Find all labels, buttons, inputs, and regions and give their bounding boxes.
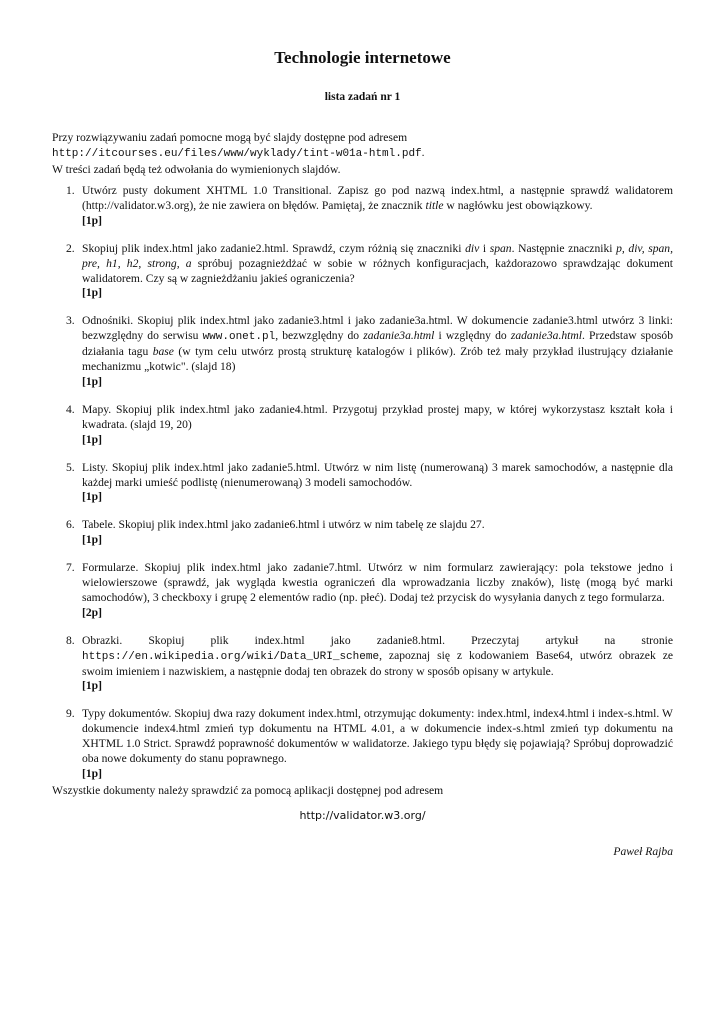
task-points: [1p] [82,533,102,547]
task-text: Listy. Skopiuj plik index.html jako zadanie5.html. Utwórz w nim listę (numerowaną) 3 marek samochodów, a następnie dla każdej marki umieść podlistę (nienumerowaną) 3 modeli samochodów. [82,460,673,489]
wikipedia-url-link[interactable]: https://en.wikipedia.org/wiki/Data_URI_scheme [82,650,380,663]
task-item-3 [52,314,673,390]
task-points: [1p] [82,286,102,300]
task-text: . Następnie znaczniki [511,241,617,255]
validator-link[interactable]: http://validator.w3.org/ [299,809,426,822]
task-text: Skopiuj plik index.html jako zadanie2.html. Sprawdź, czym różnią się znaczniki [82,241,466,255]
task-number: 7. [66,561,75,575]
task-number: 3. [66,314,75,328]
task-number: 2. [66,241,75,255]
task-number: 5. [66,460,75,474]
task-text-italic: p, div, span, pre, h1, h2, strong, a [82,241,673,270]
closing-text: Wszystkie dokumenty należy sprawdzić za pomocą aplikacji dostępnej pod adresem [52,784,444,797]
document-title: Technologie internetowe [274,48,451,67]
task-text: Obrazki. Skopiuj plik index.html jako zadanie8.html. Przeczytaj artykuł na stronie [82,633,673,647]
task-points: [2p] [82,605,102,619]
task-text: (w tym celu utwórz prostą strukturę katalogów i plików). Zrób też mały przykład ilustrujący działanie mechanizmu „kotwic". (slajd 18) [82,345,673,374]
intro-url-suffix: . [421,146,425,159]
task-text-italic: span [489,241,512,255]
task-item-5 [52,461,673,506]
task-points: [1p] [82,490,102,504]
task-item-6 [52,518,673,548]
task-text: i względny do [434,329,511,343]
task-item-9 [52,707,673,782]
task-text: Odnośniki. Skopiuj plik index.html jako zadanie3.html i jako zadanie3a.html. W dokumencie zadanie3.html utwórz 3 linki: bezwzględny do serwisu [82,314,673,343]
intro-paragraph [52,130,673,177]
task-text-italic: zadanie3a.html [363,329,435,343]
task-item-2 [52,242,673,302]
task-number: 1. [66,184,75,197]
intro-url-line [52,145,673,162]
task-text: i [479,241,490,255]
document-subtitle: lista zadań nr 1 [324,91,401,103]
task-text-italic: div [465,241,480,255]
task-text-italic: base [152,345,174,359]
task-item-7 [52,561,673,621]
task-text-mono: www.onet.pl [202,331,276,344]
task-text: Typy dokumentów. Skopiuj dwa razy dokument index.html, otrzymując dokumenty: index.html, index4.html i index-s.html. W dokumencie index4.html zmień typ dokumentu na HTML 4.01, a w dokumencie index-s.html zmień typ dokumentu na XHTML 1.0 Strict. Sprawdź poprawność dokumentów w walidatorze. Jakiego typu błędy się pojawiają? Spróbuj doprowadzić oba nowe dokumenty do stanu poprawnego. [82,707,673,766]
task-text: Formularze. Skopiuj plik index.html jako zadanie7.html. Utwórz w nim formularz zawierający: pola tekstowe jedno i wielowierszowe (sprawdź, jak wygląda kwestia ograniczeń dla wprowadzania liczby znaków), listę (mogą być marki samochodów), 3 checkboxy i grupę 2 elementów radio (np. płeć). Dodaj też przycisk do wysyłania danych z tego formularza. [82,561,673,604]
task-text: spróbuj pozagnieżdżać w sobie w różnych konfiguracjach, każdorazowo sprawdzając dokument walidatorem. Czy są w zagnieżdżaniu jakieś ograniczenia? [82,256,673,285]
task-text: Tabele. Skopiuj plik index.html jako zadanie6.html i utwórz w nim tabelę ze slajdu 27. [82,518,485,532]
intro-line: W treści zadań będą też odwołania do wymienionych slajdów. [52,163,341,176]
task-text: , bezwzględny do [275,329,364,343]
task-points: [1p] [82,679,102,693]
task-points: [1p] [82,374,102,388]
task-text: w nagłówku jest obowiązkowy. [443,198,593,212]
task-number: 9. [66,707,75,721]
task-number: 8. [66,633,75,647]
task-list [52,184,673,795]
slides-url-link[interactable]: http://itcourses.eu/files/www/wyklady/tint-w01a-html.pdf [52,148,422,160]
task-text: Utwórz pusty dokument XHTML 1.0 Transitional. Zapisz go pod nazwą index.html, a następnie sprawdź walidatorem (http://validator.w3.org), że nie zawiera on błędów. Pamiętaj, że znacznik [82,184,673,212]
task-points: [1p] [82,432,102,446]
task-text-italic: zadanie3a.html [510,329,582,343]
intro-line: Przy rozwiązywaniu zadań pomocne mogą być slajdy dostępne pod adresem [52,131,408,144]
task-item-8 [52,634,673,695]
task-text: . Przedstaw sposób działania tagu [82,329,673,359]
task-item-4 [52,403,673,448]
task-text-italic: title [425,198,444,212]
task-text: , zapoznaj się z kodowaniem Base64, utwórz obrazek ze swoim imieniem i nazwiskiem, a następnie dodaj ten obrazek do strony w sposób opisany w artykule. [82,648,673,678]
task-points: [1p] [82,767,102,780]
task-item-1 [52,184,673,229]
task-number: 4. [66,402,75,416]
task-points: [1p] [82,213,102,227]
author-name: Paweł Rajba [613,845,673,858]
task-number: 6. [66,518,75,532]
task-text: Mapy. Skopiuj plik index.html jako zadanie4.html. Przygotuj przykład prostej mapy, w której wykorzystasz kształt koła i kwadrata. (slajd 19, 20) [82,402,673,431]
